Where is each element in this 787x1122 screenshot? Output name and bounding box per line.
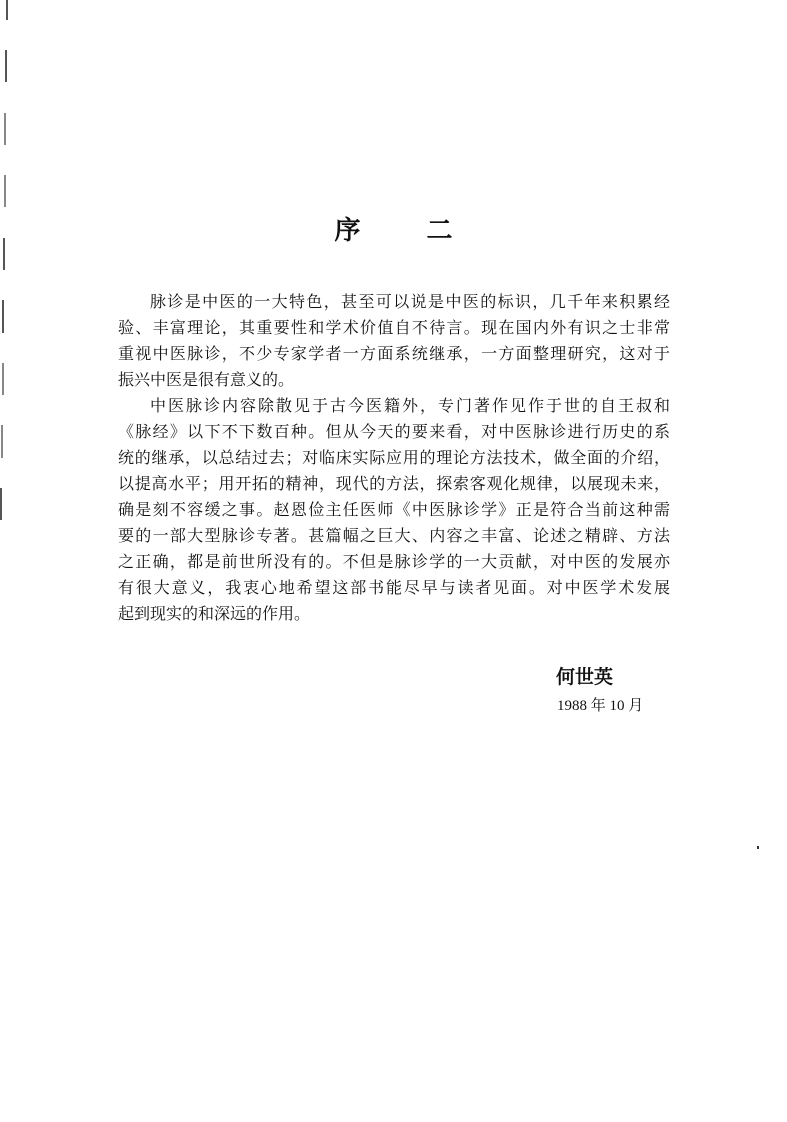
title-char-2: 二 — [426, 216, 453, 246]
text-line: 《脉经》以下不下数百种。但从今天的要来看，对中医脉诊进行历史的系 — [118, 422, 670, 441]
signature-date: 1988 年 10 月 — [557, 698, 644, 714]
text-line: 有很大意义，我衷心地希望这部书能尽早与读者见面。对中医学术发展 — [118, 578, 670, 597]
scan-edge-mark — [4, 113, 6, 145]
scan-edge-mark — [6, 0, 8, 20]
title-char-1: 序 — [334, 216, 361, 246]
text-line: 统的继承，以总结过去；对临床实际应用的理论方法技术，做全面的介绍， — [118, 448, 670, 467]
text-line: 验、丰富理论，其重要性和学术价值自不待言。现在国内外有识之士非常 — [118, 318, 670, 337]
text-line: 以提高水平；用开拓的精神，现代的方法，探索客观化规律，以展现未来， — [118, 474, 670, 493]
text-line: 振兴中医是很有意义的。 — [118, 370, 295, 389]
preface-body — [118, 289, 670, 627]
text-line: 确是刻不容缓之事。赵恩俭主任医师《中医脉诊学》正是符合当前这种需 — [118, 500, 670, 519]
page-title — [0, 210, 787, 247]
scan-edge-mark — [2, 300, 4, 333]
text-line: 中医脉诊内容除散见于古今医籍外，专门著作见作于世的自王叔和 — [150, 396, 670, 415]
scan-edge-mark — [5, 50, 7, 82]
scan-edge-mark — [0, 488, 2, 520]
text-line: 之正确，都是前世所没有的。不但是脉诊学的一大贡献，对中医的发展亦 — [118, 552, 670, 571]
text-line: 重视中医脉诊，不少专家学者一方面系统继承，一方面整理研究，这对于 — [118, 344, 670, 363]
text-line: 脉诊是中医的一大特色，甚至可以说是中医的标识，几千年来积累经 — [150, 292, 670, 311]
scan-edge-mark — [2, 363, 4, 395]
scan-speck — [757, 846, 759, 849]
scan-edge-mark — [1, 425, 3, 458]
paragraph-2 — [118, 393, 670, 419]
paragraph-1 — [118, 289, 670, 315]
scan-edge-mark — [4, 175, 6, 207]
signature-name: 何世英 — [556, 666, 614, 688]
text-line: 要的一部大型脉诊专著。甚篇幅之巨大、内容之丰富、论述之精辟、方法 — [118, 526, 670, 545]
text-line: 起到现实的和深远的作用。 — [118, 604, 311, 623]
